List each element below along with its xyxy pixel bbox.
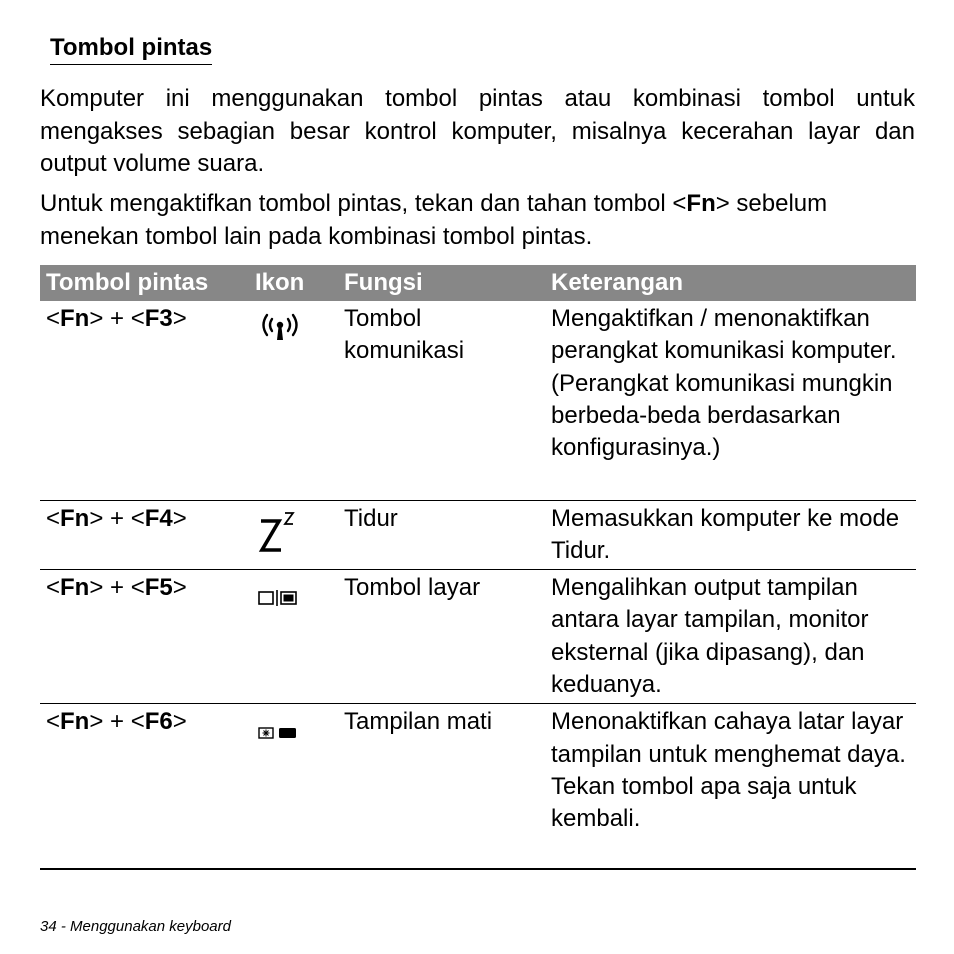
function-cell: Tombol layar xyxy=(338,570,545,704)
wireless-communication-icon xyxy=(255,307,305,347)
header-function: Fungsi xyxy=(338,265,545,301)
function-cell: Tombol komunikasi xyxy=(338,301,545,500)
sleep-zz-icon xyxy=(255,507,305,555)
page-footer: 34 - Menggunakan keyboard xyxy=(40,918,231,935)
header-description: Keterangan xyxy=(545,265,916,301)
function-cell: Tidur xyxy=(338,500,545,570)
table-row xyxy=(40,704,916,869)
hotkey-cell: <Fn> + <F3> xyxy=(40,301,249,500)
section-title: Tombol pintas xyxy=(50,32,212,65)
header-hotkey: Tombol pintas xyxy=(40,265,249,301)
hotkey-cell: <Fn> + <F6> xyxy=(40,704,249,869)
display-switch-icon xyxy=(255,576,305,612)
description-cell: Mengalihkan output tampilan antara layar tampilan, monitor eksternal (jika dipasang), dan keduanya. xyxy=(545,570,916,704)
hotkey-cell: <Fn> + <F4> xyxy=(40,500,249,570)
table-row xyxy=(40,570,916,704)
description-cell: Memasukkan komputer ke mode Tidur. xyxy=(545,500,916,570)
hotkey-table xyxy=(40,265,916,870)
intro-paragraph: Komputer ini menggunakan tombol pintas atau kombinasi tombol untuk mengakses sebagian besar kontrol komputer, misalnya kecerahan layar dan output volume suara. xyxy=(40,85,915,177)
display-off-icon xyxy=(255,710,305,744)
description-cell: Mengaktifkan / menonaktifkan perangkat komunikasi komputer. (Perangkat komunikasi mungkin berbeda-beda berdasarkan konfigurasinya.) xyxy=(545,301,916,500)
header-icon: Ikon xyxy=(249,265,338,301)
function-cell: Tampilan mati xyxy=(338,704,545,869)
instruction-paragraph: Untuk mengaktifkan tombol pintas, tekan dan tahan tombol <Fn> sebelum menekan tombol lain pada kombinasi tombol pintas. xyxy=(40,190,828,250)
description-cell: Menonaktifkan cahaya latar layar tampilan untuk menghemat daya. Tekan tombol apa saja untuk kembali. xyxy=(545,704,916,869)
table-row xyxy=(40,301,916,500)
table-row xyxy=(40,500,916,570)
table-header-row xyxy=(40,265,916,301)
hotkey-cell: <Fn> + <F5> xyxy=(40,570,249,704)
